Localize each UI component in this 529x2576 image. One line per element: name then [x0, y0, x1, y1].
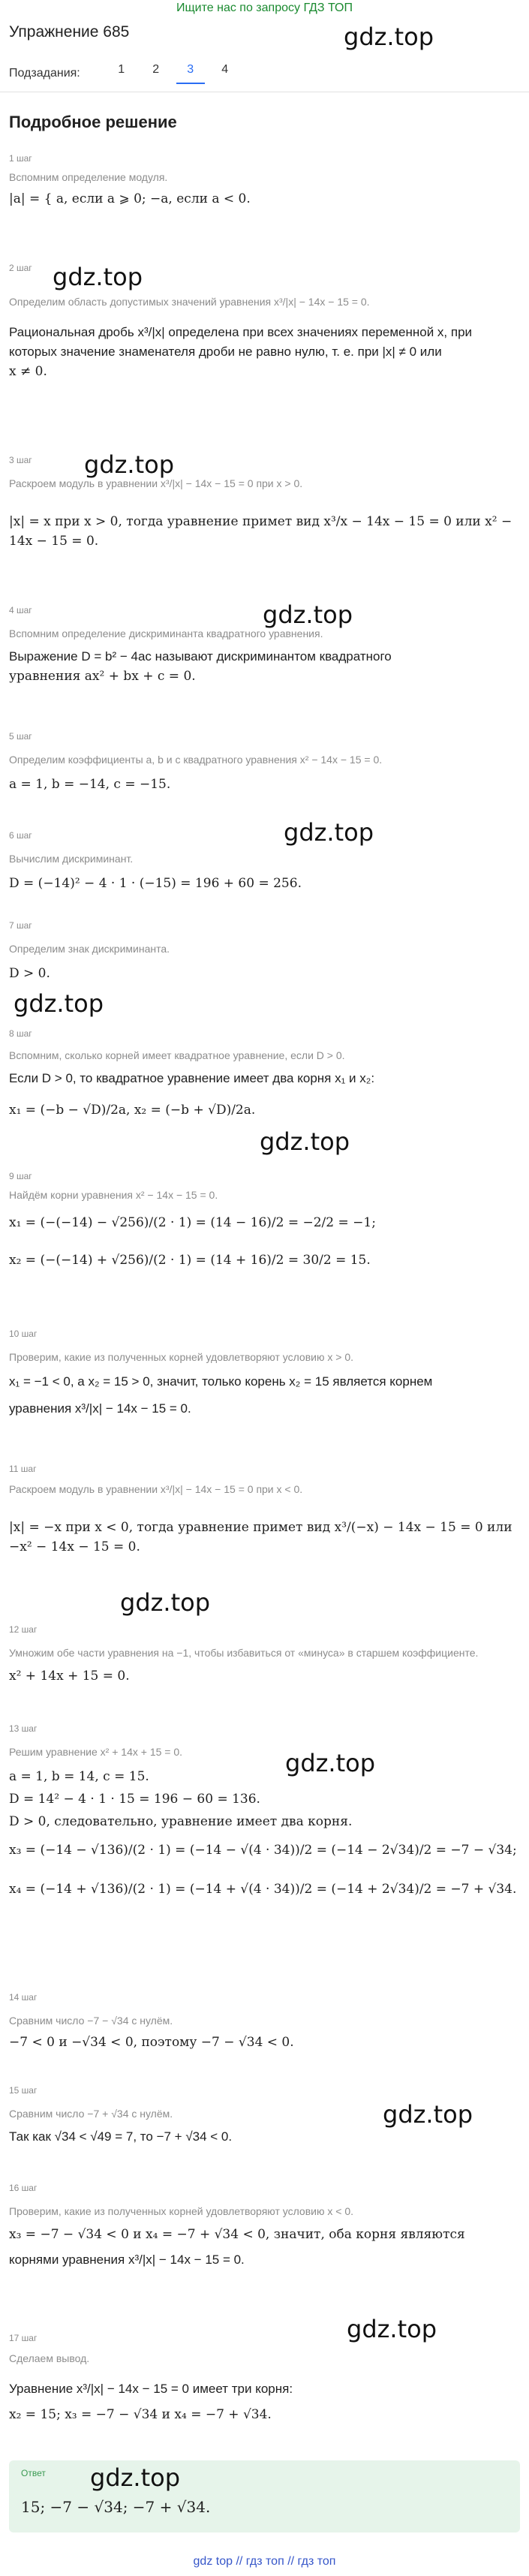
- step-line: Выражение D = b² − 4ac называют дискриминантом квадратного: [9, 649, 392, 664]
- step-hint: Вспомним определение модуля.: [9, 171, 168, 183]
- step-line: x₃ = (−14 − √136)/(2 · 1) = (−14 − √(4 · 34))/2 = (−14 − 2√34)/2 = −7 − √34;: [9, 1843, 517, 1858]
- tab-3[interactable]: 3: [173, 63, 208, 84]
- top-search-link[interactable]: Ищите нас по запросу ГДЗ ТОП: [176, 2, 353, 14]
- step-line: Если D > 0, то квадратное уравнение имеет два корня x₁ и x₂:: [9, 1071, 375, 1085]
- tab-4[interactable]: 4: [221, 63, 229, 76]
- page-title: Упражнение 685: [9, 23, 130, 41]
- footer-links[interactable]: gdz top // гдз топ // гдз топ: [193, 2555, 336, 2568]
- step-line: D = 14² − 4 · 1 · 15 = 196 − 60 = 136.: [9, 1792, 260, 1807]
- step-hint: Вычислим дискриминант.: [9, 853, 134, 865]
- step-7: [9, 920, 520, 983]
- subtasks-tabs: [9, 63, 242, 84]
- step-line: D = (−14)² − 4 · 1 · (−15) = 196 + 60 = 256.: [9, 876, 302, 891]
- step-9: [9, 1171, 520, 1270]
- tab-1[interactable]: 1: [118, 63, 125, 76]
- step-line: корнями уравнения x³/|x| − 14x − 15 = 0.: [9, 2252, 245, 2267]
- step-hint: Вспомним определение дискриминанта квадратного уравнения.: [9, 627, 323, 639]
- step-hint: Проверим, какие из полученных корней удовлетворяют условию x < 0.: [9, 2205, 353, 2217]
- step-line: уравнения ax² + bx + c = 0.: [9, 669, 196, 684]
- step-14: [9, 1992, 520, 2052]
- step-12: [9, 1624, 520, 1686]
- step-number: 9 шаг: [9, 1171, 32, 1181]
- watermark: gdz.top: [90, 2463, 181, 2492]
- step-11: [9, 1464, 520, 1557]
- step-line: |x| = −x при x < 0, тогда уравнение примет вид x³/(−x) − 14x − 15 = 0 или: [9, 1520, 512, 1535]
- watermark: gdz.top: [84, 450, 175, 479]
- step-line: 14x − 15 = 0.: [9, 534, 99, 549]
- step-line: a = 1, b = −14, c = −15.: [9, 777, 171, 792]
- watermark: gdz.top: [260, 1127, 350, 1156]
- step-hint: Проверим, какие из полученных корней удовлетворяют условию x > 0.: [9, 1351, 353, 1363]
- step-hint: Определим знак дискриминанта.: [9, 943, 170, 955]
- step-line: D > 0, следовательно, уравнение имеет два корня.: [9, 1814, 353, 1829]
- step-number: 13 шаг: [9, 1723, 38, 1734]
- step-17: [9, 2333, 520, 2424]
- watermark: gdz.top: [285, 1749, 376, 1777]
- step-hint: Сделаем вывод.: [9, 2352, 90, 2364]
- step-line: Так как √34 < √49 = 7, то −7 + √34 < 0.: [9, 2129, 233, 2144]
- step-hint: Раскроем модуль в уравнении x³/|x| − 14x − 15 = 0 при x < 0.: [9, 1483, 303, 1495]
- step-hint: Вспомним, сколько корней имеет квадратное уравнение, если D > 0.: [9, 1049, 345, 1061]
- watermark: gdz.top: [120, 1588, 211, 1617]
- answer-box: [9, 2460, 520, 2532]
- watermark: gdz.top: [263, 600, 353, 629]
- step-8: [9, 1028, 520, 1120]
- watermark: gdz.top: [284, 818, 374, 847]
- step-6: [9, 830, 520, 893]
- step-line: Уравнение x³/|x| − 14x − 15 = 0 имеет три корня:: [9, 2382, 293, 2396]
- step-line: x ≠ 0.: [9, 364, 47, 379]
- step-number: 2 шаг: [9, 263, 32, 273]
- exercise-header: [9, 20, 520, 45]
- step-3: [9, 455, 520, 551]
- watermark: gdz.top: [383, 2100, 473, 2129]
- step-number: 5 шаг: [9, 731, 32, 742]
- step-line: которых значение знаменателя дроби не равно нулю, т. е. при |x| ≠ 0 или: [9, 345, 442, 359]
- watermark: gdz.top: [14, 989, 104, 1018]
- step-line: Рациональная дробь x³/|x| определена при всех значениях переменной x, при: [9, 325, 473, 339]
- answer-label: Ответ: [21, 2468, 46, 2478]
- step-hint: Сравним число −7 + √34 с нулём.: [9, 2108, 173, 2120]
- step-line: |x| = x при x > 0, тогда уравнение примет вид x³/x − 14x − 15 = 0 или x² −: [9, 514, 512, 529]
- step-line: −x² − 14x − 15 = 0.: [9, 1539, 140, 1554]
- step-hint: Определим коэффициенты a, b и c квадратного уравнения x² − 14x − 15 = 0.: [9, 754, 383, 766]
- step-number: 4 шаг: [9, 605, 32, 615]
- step-4: [9, 605, 520, 686]
- step-hint: Умножим обе части уравнения на −1, чтобы избавиться от «минуса» в старшем коэффициенте.: [9, 1647, 479, 1659]
- step-number: 3 шаг: [9, 455, 32, 465]
- step-line: x₂ = (−(−14) + √256)/(2 · 1) = (14 + 16)/2 = 30/2 = 15.: [9, 1253, 371, 1268]
- step-line: x² + 14x + 15 = 0.: [9, 1669, 130, 1684]
- step-16: [9, 2183, 520, 2270]
- step-line: x₁ = (−b − √D)/2a, x₂ = (−b + √D)/2a.: [9, 1103, 256, 1118]
- step-line: −7 < 0 и −√34 < 0, поэтому −7 − √34 < 0.: [9, 2035, 294, 2050]
- step-number: 14 шаг: [9, 1992, 38, 2003]
- step-line: x₁ = (−(−14) − √256)/(2 · 1) = (14 − 16)/2 = −2/2 = −1;: [9, 1215, 376, 1230]
- step-number: 7 шаг: [9, 920, 32, 931]
- step-number: 11 шаг: [9, 1464, 37, 1474]
- step-hint: Сравним число −7 − √34 с нулём.: [9, 2015, 173, 2027]
- watermark: gdz.top: [53, 263, 143, 291]
- step-line: x₄ = (−14 + √136)/(2 · 1) = (−14 + √(4 · 34))/2 = (−14 + 2√34)/2 = −7 + √34.: [9, 1882, 517, 1897]
- step-number: 10 шаг: [9, 1329, 38, 1339]
- step-number: 8 шаг: [9, 1028, 32, 1039]
- step-hint: Раскроем модуль в уравнении x³/|x| − 14x − 15 = 0 при x > 0.: [9, 477, 303, 489]
- step-number: 6 шаг: [9, 830, 32, 841]
- step-2: [9, 263, 520, 381]
- step-line: |a| = { a, если a ⩾ 0; −a, если a < 0.: [9, 191, 251, 206]
- step-hint: Решим уравнение x² + 14x + 15 = 0.: [9, 1746, 183, 1758]
- step-number: 12 шаг: [9, 1624, 38, 1635]
- step-line: x₁ = −1 < 0, а x₂ = 15 > 0, значит, только корень x₂ = 15 является корнем: [9, 1374, 433, 1389]
- step-line: уравнения x³/|x| − 14x − 15 = 0.: [9, 1401, 191, 1416]
- step-line: a = 1, b = 14, c = 15.: [9, 1769, 149, 1784]
- step-number: 1 шаг: [9, 153, 32, 164]
- step-13: [9, 1723, 520, 1899]
- step-number: 15 шаг: [9, 2085, 38, 2096]
- watermark: gdz.top: [347, 2315, 437, 2343]
- tab-2[interactable]: 2: [152, 63, 160, 76]
- watermark: gdz.top: [344, 23, 434, 51]
- step-10: [9, 1329, 520, 1419]
- step-5: [9, 731, 520, 794]
- answer-text: 15; −7 − √34; −7 + √34.: [21, 2498, 211, 2516]
- step-line: x₃ = −7 − √34 < 0 и x₄ = −7 + √34 < 0, значит, оба корня являются: [9, 2227, 465, 2242]
- step-number: 16 шаг: [9, 2183, 38, 2193]
- section-title: Подробное решение: [9, 113, 177, 131]
- step-line: D > 0.: [9, 966, 50, 981]
- step-line: x₂ = 15; x₃ = −7 − √34 и x₄ = −7 + √34.: [9, 2407, 272, 2422]
- step-hint: Определим область допустимых значений уравнения x³/|x| − 14x − 15 = 0.: [9, 296, 370, 308]
- tabs-label: Подзадания:: [9, 67, 80, 80]
- step-15: [9, 2085, 520, 2147]
- step-number: 17 шаг: [9, 2333, 38, 2343]
- step-1: [9, 153, 520, 209]
- step-hint: Найдём корни уравнения x² − 14x − 15 = 0.: [9, 1189, 218, 1201]
